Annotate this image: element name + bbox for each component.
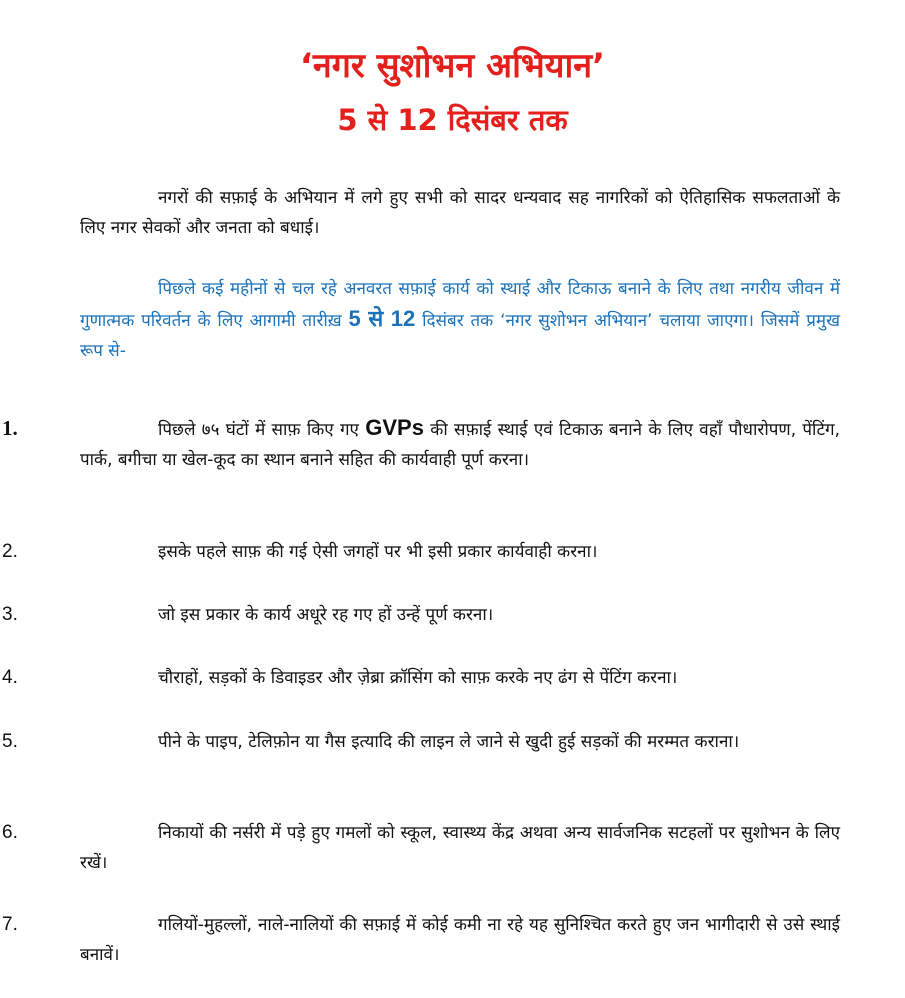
item-number: 3. <box>2 604 18 625</box>
announcement-text-after: दिसंबर तक ‘नगर सुशोभन अभियान’ चलाया जाएगा। जिसमें प्रमुख रूप से- <box>80 311 840 361</box>
list-item-7 <box>2 910 840 970</box>
intro-paragraph: नगरों की सफ़ाई के अभियान में लगे हुए सभी को सादर धन्यवाद सह नागरिकों को ऐतिहासिक सफलताओं के लिए नगर सेवकों और जनता को बधाई। <box>80 188 840 238</box>
item-number: 1. <box>2 416 18 440</box>
list-item-5 <box>2 727 840 757</box>
item-text: निकायों की नर्सरी में पड़े हुए गमलों को स्कूल, स्वास्थ्य केंद्र अथवा अन्य सार्वजनिक सटहलों पर सुशोभन के लिए रखें। <box>80 823 840 873</box>
item-number: 7. <box>2 914 18 935</box>
item-number: 6. <box>2 822 18 843</box>
item-text: गलियों-मुहल्लों, नाले-नालियों की सफ़ाई में कोई कमी ना रहे यह सुनिश्चित करते हुए जन भागीदारी से उसे स्थाई बनावें। <box>80 915 840 965</box>
list-item-4 <box>2 663 840 693</box>
list-item-6 <box>2 818 840 878</box>
item-text: चौराहों, सड़कों के डिवाइडर और ज़ेब्रा क्रॉसिंग को साफ़ करके नए ढंग से पेंटिंग करना। <box>158 668 678 688</box>
announcement-paragraph <box>80 274 840 366</box>
item-number: 2. <box>2 541 18 562</box>
list-item-1 <box>2 413 840 475</box>
list-item-3 <box>2 600 840 630</box>
item-text-after: की सफ़ाई स्थाई एवं टिकाऊ बनाने के लिए वहाँ पौधारोपण, पेंटिंग, पार्क, बगीचा या खेल-कूद का स्थान बनाने सहित की कार्यवाही पूर्ण करना। <box>80 420 840 470</box>
item-text: पीने के पाइप, टेलिफ़ोन या गैस इत्यादि की लाइन ले जाने से खुदी हुई सड़कों की मरम्मत कराना। <box>158 732 740 752</box>
item-number: 5. <box>2 731 18 752</box>
list-item-2 <box>2 537 840 567</box>
campaign-dates: 5 से 12 दिसंबर तक <box>337 103 568 137</box>
item-highlight-gvps: GVPs <box>365 415 424 440</box>
item-text-before: पिछले ७५ घंटों में साफ़ किए गए <box>158 420 366 440</box>
announcement-text-before: पिछले कई महीनों से चल रहे अनवरत सफ़ाई कार्य को स्थाई और टिकाऊ बनाने के लिए तथा नगरीय जीवन में गुणात्मक परिवर्तन के लिए आगामी तारीख़ <box>80 279 840 331</box>
item-number: 4. <box>2 667 18 688</box>
announcement-dates: 5 से 12 <box>348 306 416 331</box>
item-text: इसके पहले साफ़ की गई ऐसी जगहों पर भी इसी प्रकार कार्यवाही करना। <box>158 542 598 562</box>
item-text: जो इस प्रकार के कार्य अधूरे रह गए हों उन्हें पूर्ण करना। <box>158 605 494 625</box>
campaign-title: ‘नगर सुशोभन अभियान’ <box>299 46 606 86</box>
